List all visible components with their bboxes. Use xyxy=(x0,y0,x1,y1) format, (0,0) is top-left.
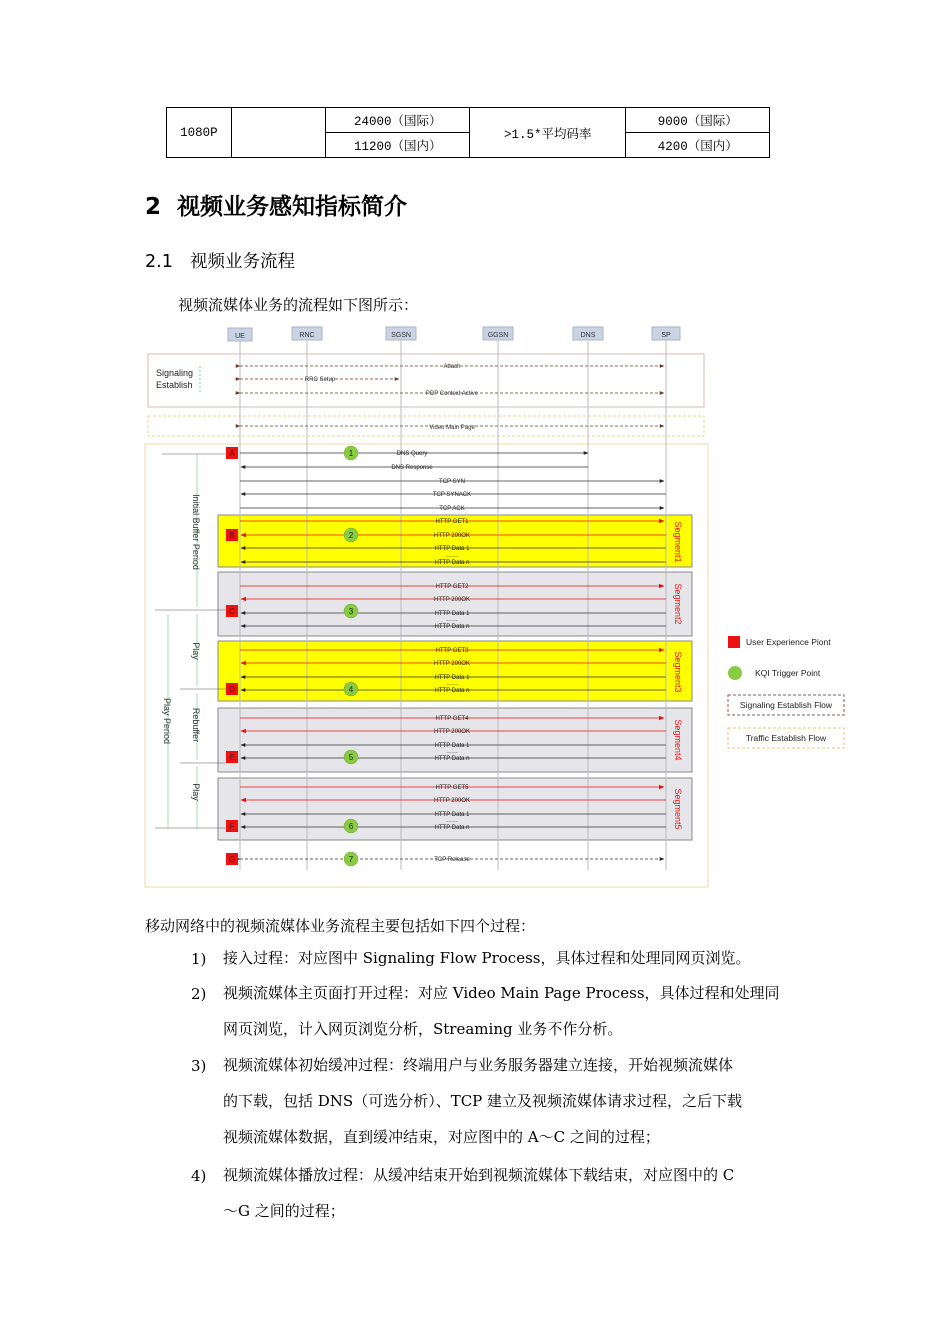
legend-tef: Traffic Establish Flow xyxy=(745,733,827,743)
rate-dom-cell: 11200（国内） xyxy=(326,133,470,158)
seg5-get: HTTP GET5 xyxy=(435,785,469,791)
play-period-label: Play Period xyxy=(162,697,172,745)
marker-c: C xyxy=(229,607,235,616)
lead-text: 移动网络中的视频流媒体业务流程主要包括如下四个过程： xyxy=(145,917,536,935)
kqi-5: 5 xyxy=(348,753,354,762)
kqi-4: 4 xyxy=(348,685,354,694)
buffer-dom-cell: 4200（国内） xyxy=(626,133,770,158)
seg3-200: HTTP 200OK xyxy=(434,661,470,667)
seg4-dots: …… xyxy=(446,749,458,755)
seg5-datan: HTTP Data n xyxy=(434,825,470,831)
step-4 xyxy=(223,1157,808,1229)
segment5-label: Segment5 xyxy=(673,788,683,830)
buffer-intl-cell: 9000（国际） xyxy=(626,108,770,133)
msg-tcp-ack: TCP ACK xyxy=(439,506,465,512)
node-ggsn: GGSN xyxy=(487,332,509,339)
seg1-get: HTTP GET1 xyxy=(435,519,469,525)
step-3 xyxy=(223,1047,808,1155)
marker-e: E xyxy=(229,753,235,762)
kqi-2: 2 xyxy=(348,531,354,540)
seg2-get: HTTP GET2 xyxy=(435,584,469,590)
marker-f: F xyxy=(229,822,235,831)
node-sgsn: SGSN xyxy=(391,332,411,339)
legend-uep-swatch xyxy=(728,636,740,648)
msg-tcp-release: TCP Release xyxy=(434,857,470,863)
step-3-line-2: 的下载，包括 DNS（可选分析）、TCP 建立及视频流媒体请求过程，之后下载 xyxy=(223,1092,743,1110)
seg4-data1: HTTP Data 1 xyxy=(434,743,470,749)
signaling-label-2: Establish xyxy=(156,380,193,390)
signaling-label-1: Signaling xyxy=(156,368,194,378)
step-4-number: 4) xyxy=(191,1167,207,1185)
node-dns: DNS xyxy=(580,332,596,339)
seg3-get: HTTP GET3 xyxy=(435,648,469,654)
signaling-frame xyxy=(148,354,704,407)
msg-video-main: Video Main Page xyxy=(429,425,475,431)
msg-dns-response: DNS Response xyxy=(391,465,433,471)
step-1 xyxy=(223,940,808,976)
seg2-dots: …… xyxy=(446,617,458,623)
legend-kqi: KQI Trigger Point xyxy=(755,668,821,678)
step-1-number: 1) xyxy=(191,950,207,968)
seg1-data1: HTTP Data 1 xyxy=(434,546,470,552)
kqi-6: 6 xyxy=(348,822,354,831)
seg4-get: HTTP GET4 xyxy=(435,716,469,722)
marker-d: D xyxy=(229,685,235,694)
msg-tcp-syn: TCP SYN xyxy=(439,479,465,485)
resolution-cell: 1080P xyxy=(167,108,232,158)
seg4-200: HTTP 200OK xyxy=(434,729,470,735)
seg3-datan: HTTP Data n xyxy=(434,688,470,694)
subsection-title: 视频业务流程 xyxy=(190,252,295,272)
marker-a: A xyxy=(229,449,235,458)
rate-intl-cell: 24000（国际） xyxy=(326,108,470,133)
segment4-label: Segment4 xyxy=(673,719,683,761)
legend-uep: User Experience Piont xyxy=(746,637,831,647)
seg1-200: HTTP 200OK xyxy=(434,533,470,539)
segment3-label: Segment3 xyxy=(673,651,683,693)
node-sp: SP xyxy=(661,332,671,339)
rebuffer-label: Rebuffer xyxy=(191,707,201,743)
seg5-data1: HTTP Data 1 xyxy=(434,812,470,818)
subsection-number: 2.1 xyxy=(145,252,173,272)
seg2-data1: HTTP Data 1 xyxy=(434,611,470,617)
seg2-200: HTTP 200OK xyxy=(434,597,470,603)
step-3-number: 3) xyxy=(191,1057,207,1075)
node-rnc: RNC xyxy=(299,332,315,339)
play-label-1: Play xyxy=(191,642,201,660)
condition-cell: >1.5*平均码率 xyxy=(469,108,625,158)
marker-g: G xyxy=(228,855,236,864)
kqi-1: 1 xyxy=(348,449,354,458)
seg3-dots: …… xyxy=(446,681,458,687)
marker-b: B xyxy=(229,531,235,540)
section-title: 视频业务感知指标简介 xyxy=(177,194,408,220)
step-3-line-1: 视频流媒体初始缓冲过程：终端用户与业务服务器建立连接，开始视频流媒体 xyxy=(223,1056,734,1074)
step-1-line-1: 接入过程：对应图中 Signaling Flow Process，具体过程和处理同网页浏览。 xyxy=(223,949,751,967)
seg3-data1: HTTP Data 1 xyxy=(434,675,470,681)
step-3-line-3: 视频流媒体数据，直到缓冲结束，对应图中的 A～C 之间的过程； xyxy=(223,1128,660,1146)
segment2-label: Segment2 xyxy=(673,583,683,625)
seg1-datan: HTTP Data n xyxy=(434,560,470,566)
step-2-line-1: 视频流媒体主页面打开过程：对应 Video Main Page Process，具体过程和处理同 xyxy=(223,984,780,1002)
seg4-datan: HTTP Data n xyxy=(434,756,470,762)
seg2-datan: HTTP Data n xyxy=(434,624,470,630)
step-2-line-2: 网页浏览，计入网页浏览分析，Streaming 业务不作分析。 xyxy=(223,1020,623,1038)
msg-dns-query: DNS Query xyxy=(396,451,428,457)
node-ue: UE xyxy=(235,333,245,340)
play-label-2: Play xyxy=(191,783,201,801)
msg-pdp: PDP Context Active xyxy=(425,391,479,397)
initial-buffer-label: Initial Buffer Period xyxy=(191,494,201,570)
step-4-line-2: ～G 之间的过程； xyxy=(223,1202,345,1220)
seg5-dots: …… xyxy=(446,818,458,824)
seg5-200: HTTP 200OK xyxy=(434,798,470,804)
legend-sef: Signaling Establish Flow xyxy=(739,700,833,710)
section-number: 2 xyxy=(145,194,162,220)
kqi-3: 3 xyxy=(348,607,354,616)
msg-rrc: RRC Setup xyxy=(304,377,336,383)
legend-kqi-swatch xyxy=(728,666,742,680)
intro-text: 视频流媒体业务的流程如下图所示： xyxy=(178,296,419,314)
seg1-dots: …… xyxy=(446,553,458,559)
msg-attach: Attach xyxy=(443,364,461,370)
msg-tcp-synack: TCP SYNACK xyxy=(432,492,472,498)
segment1-label: Segment1 xyxy=(673,521,683,563)
step-2 xyxy=(223,975,808,1047)
step-4-line-1: 视频流媒体播放过程：从缓冲结束开始到视频流媒体下载结束，对应图中的 C xyxy=(223,1166,735,1184)
step-2-number: 2) xyxy=(191,985,207,1003)
kqi-7: 7 xyxy=(348,855,354,864)
